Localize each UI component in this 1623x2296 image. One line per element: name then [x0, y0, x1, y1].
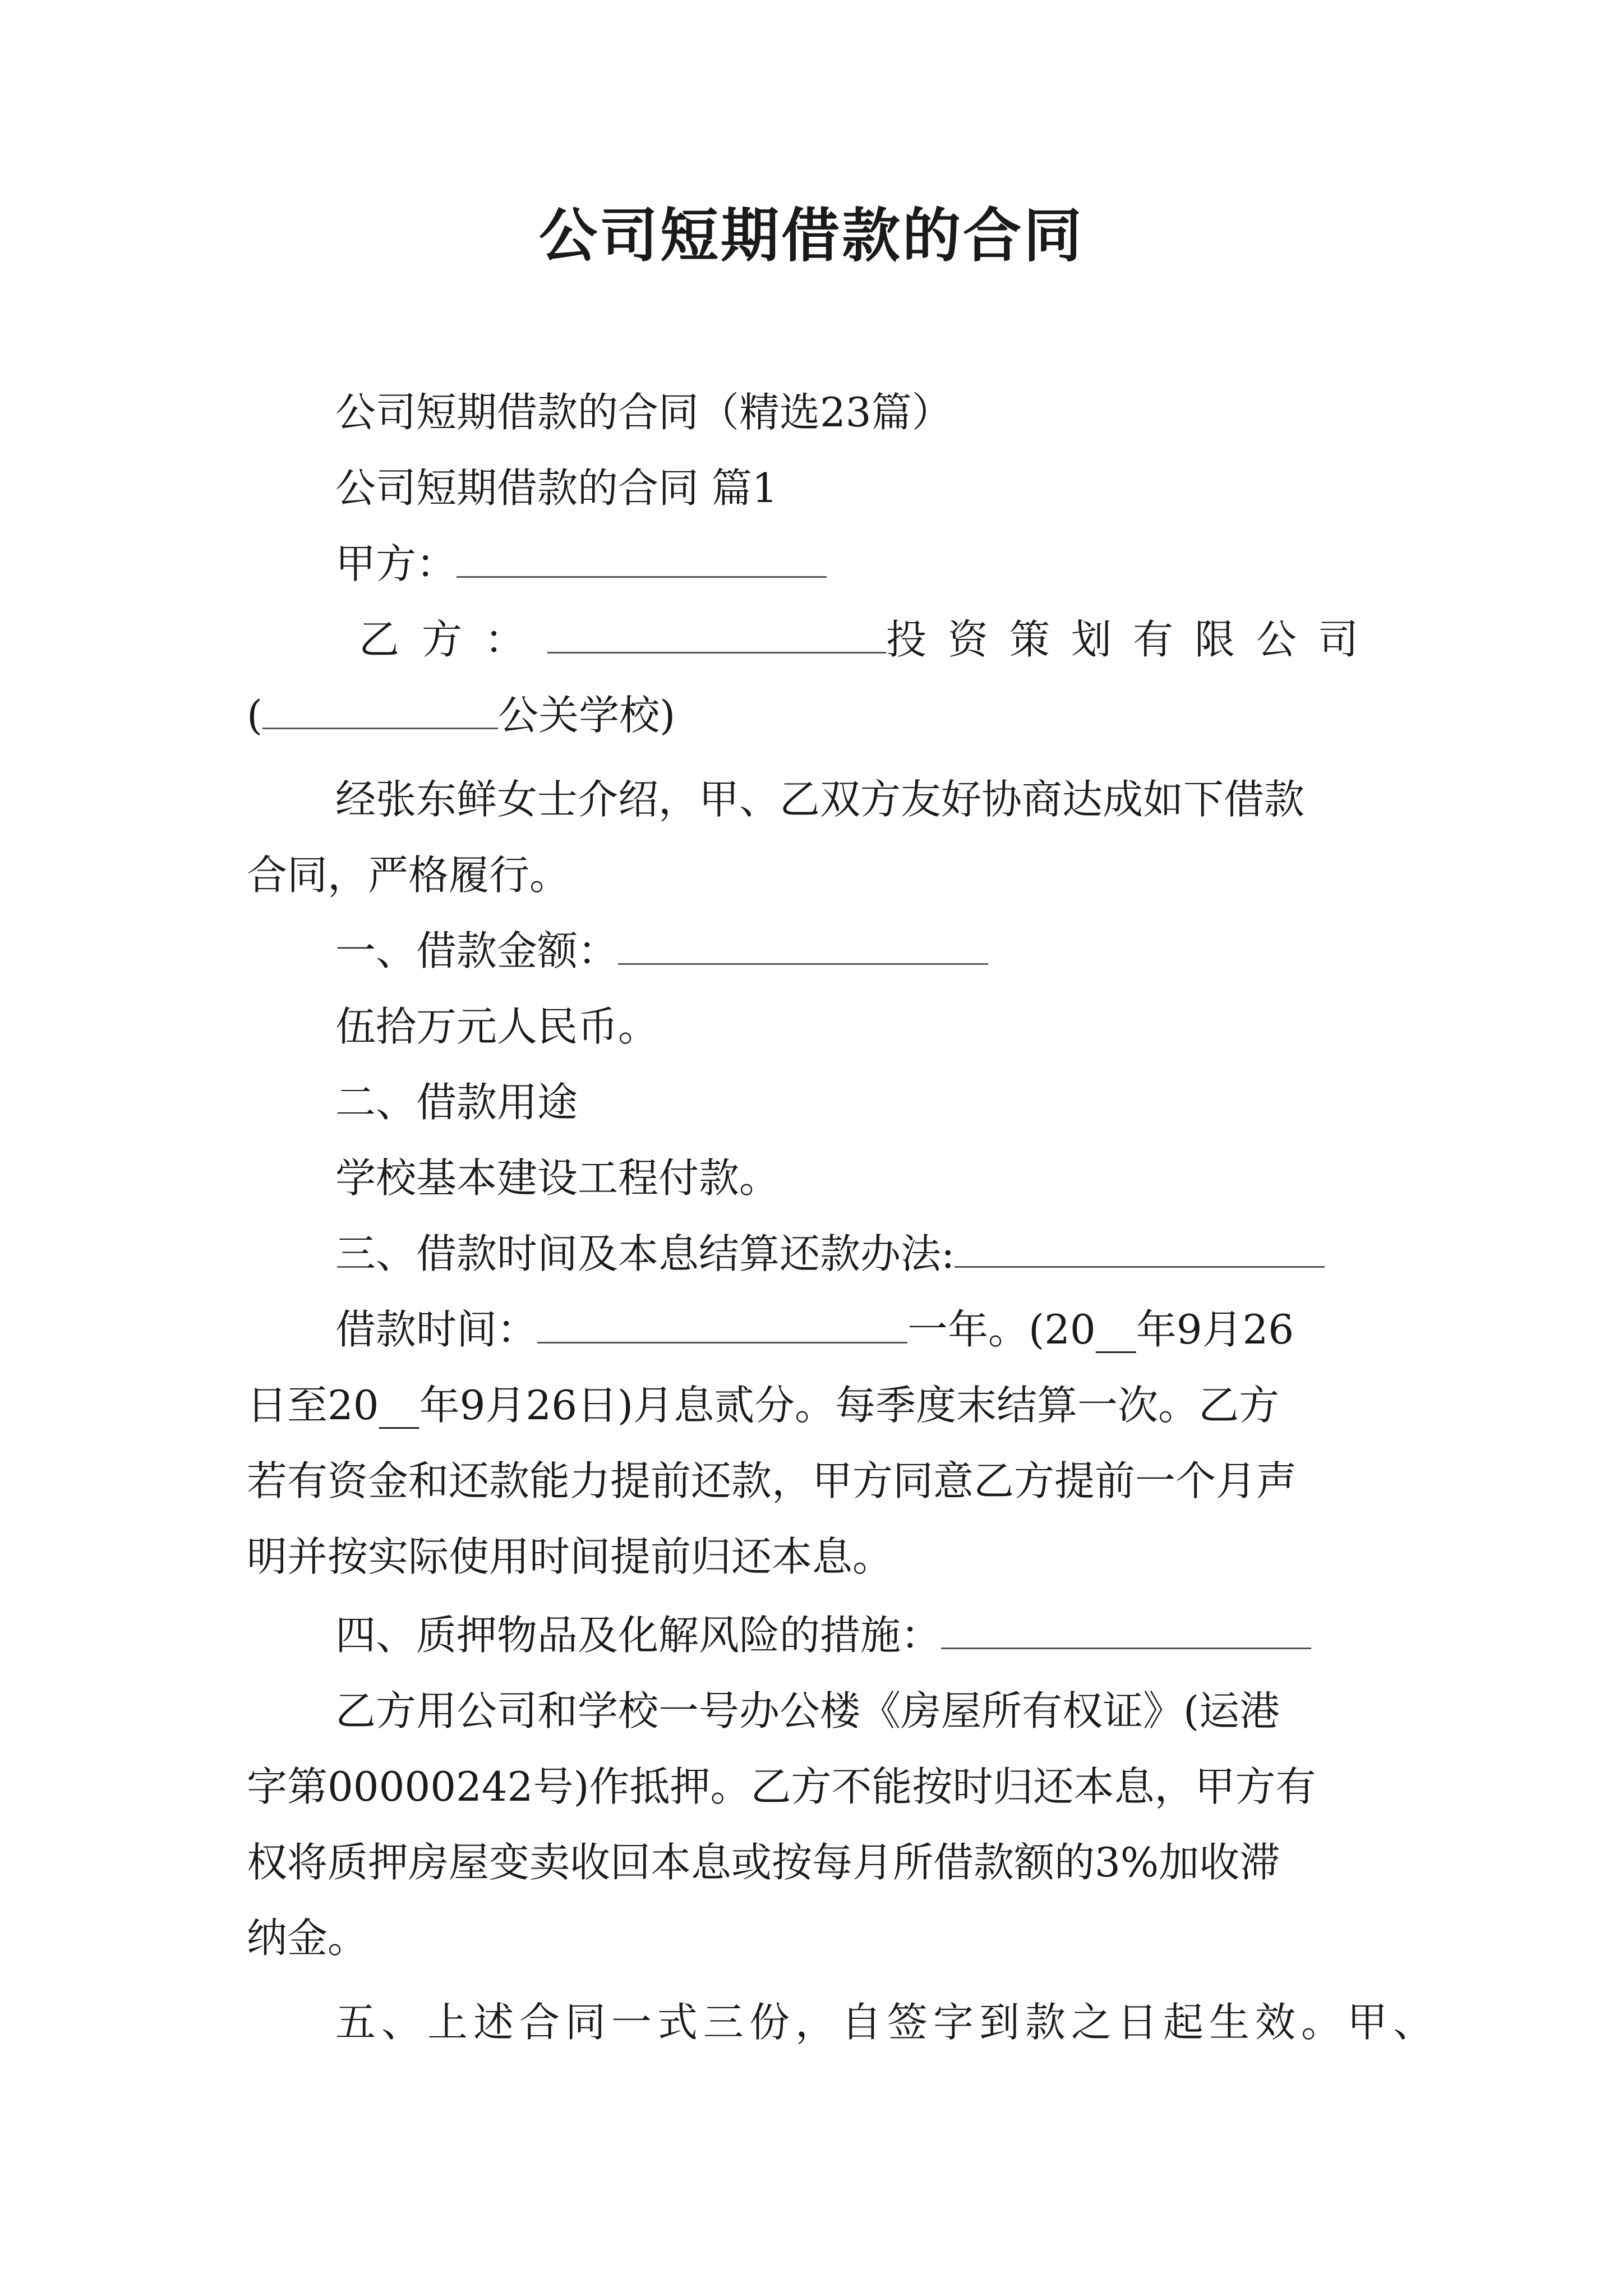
item3-label: 三、借款时间及本息结算还款办法: [335, 1230, 955, 1277]
document-title: 公司短期借款的合同 [538, 201, 1084, 270]
document-subtitle: 公司短期借款的合同（精选23篇） [335, 389, 952, 436]
item3-line-2: 日至20__年9月26日)月息贰分。每季度末结算一次。乙方 [247, 1382, 1280, 1429]
party-b-line [359, 611, 1380, 668]
item3-time-rest: 一年。(20__年9月26 [907, 1306, 1294, 1353]
party-b-label: 乙方： [359, 616, 548, 663]
intro-line-1: 经张东鲜女士介绍，甲、乙双方友好协商达成如下借款 [335, 776, 1305, 823]
item4-blank [941, 1607, 1311, 1649]
party-a-label: 甲方： [335, 540, 457, 587]
item1-value: 伍拾万元人民币。 [335, 1003, 659, 1050]
item4-line-2: 字第00000242号)作抵押。乙方不能按时归还本息，甲方有 [247, 1763, 1316, 1810]
party-b-company: 投资策划有限公司 [886, 616, 1380, 663]
intro-line-2: 合同，严格履行。 [247, 852, 570, 899]
item2-value: 学校基本建设工程付款。 [335, 1154, 780, 1202]
item3-time-blank [537, 1301, 907, 1343]
item4-line-1: 乙方用公司和学校一号办公楼《房屋所有权证》(运港 [335, 1687, 1280, 1734]
party-b-school-line [247, 687, 675, 743]
party-b-school-open: ( [247, 692, 263, 739]
item4-line-3: 权将质押房屋变卖收回本息或按每月所借款额的3%加收滞 [247, 1839, 1280, 1886]
item5-line-1: 五、上述合同一式三份，自签字到款之日起生效。甲、 [335, 1999, 1440, 2046]
item4-line [335, 1607, 1311, 1663]
party-a-blank [457, 536, 827, 578]
item3-line-4: 明并按实际使用时间提前归还本息。 [247, 1533, 893, 1580]
item1-label: 一、借款金额： [335, 927, 619, 974]
party-a-line [335, 536, 827, 592]
item4-line-4: 纳金。 [247, 1915, 368, 1962]
item3-blank [955, 1226, 1325, 1268]
item3-line [335, 1226, 1325, 1282]
item2-label: 二、借款用途 [335, 1079, 578, 1126]
item3-time-line [335, 1301, 1294, 1358]
party-b-blank [547, 611, 886, 654]
item1-blank [618, 923, 988, 965]
section-heading: 公司短期借款的合同 篇1 [335, 464, 778, 512]
party-b-school-suffix: 公关学校) [498, 692, 676, 739]
item4-label: 四、质押物品及化解风险的措施： [335, 1612, 942, 1659]
party-b-school-blank [262, 687, 498, 729]
item3-time-label: 借款时间： [335, 1306, 538, 1353]
item3-line-3: 若有资金和还款能力提前还款，甲方同意乙方提前一个月声 [247, 1457, 1297, 1504]
item1-line [335, 923, 988, 979]
